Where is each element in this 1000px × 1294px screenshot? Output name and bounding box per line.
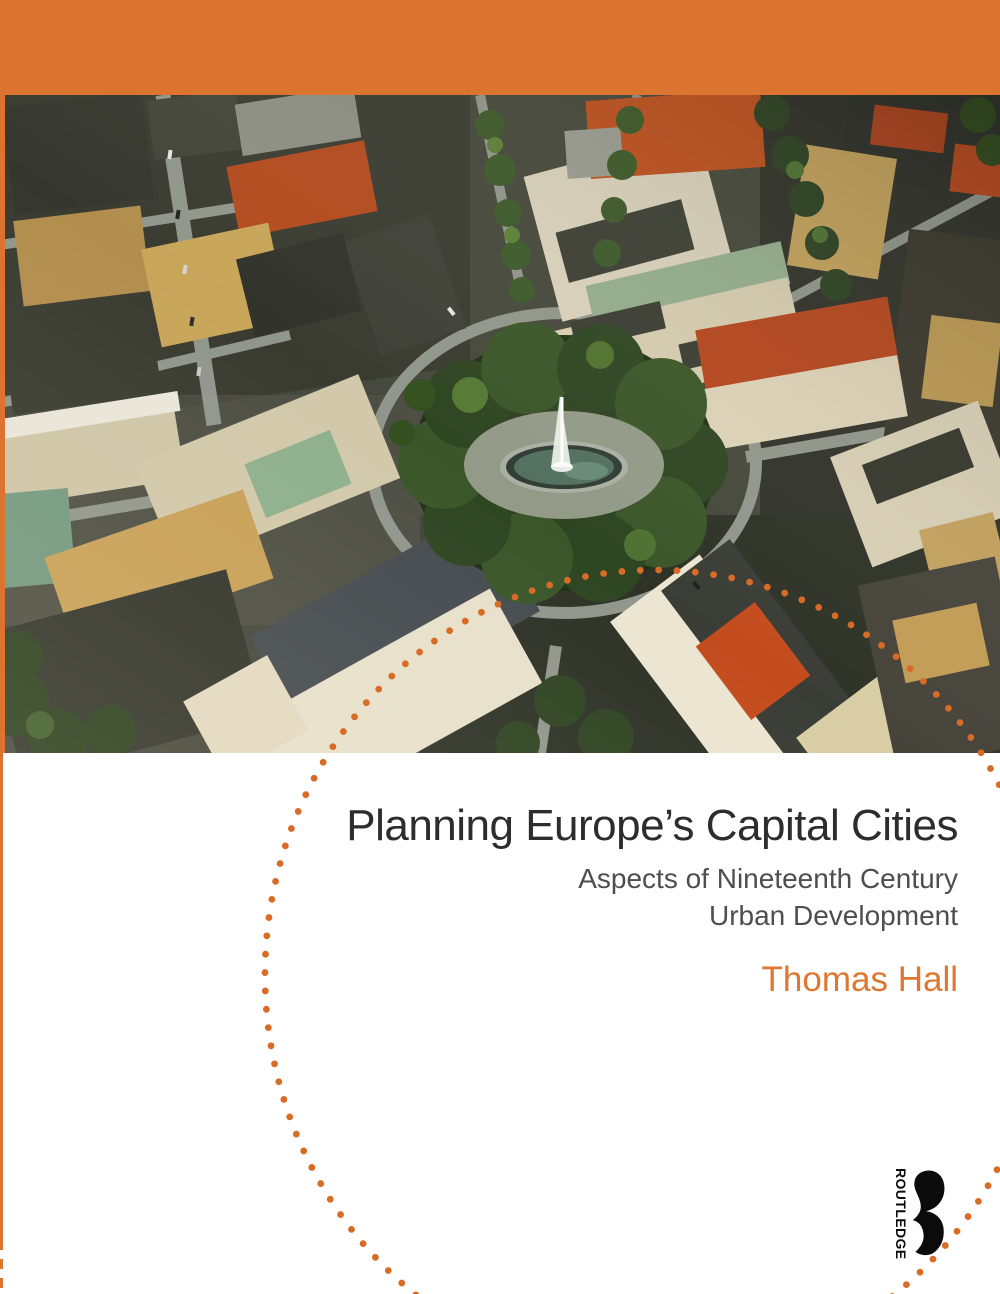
author-name: Thomas Hall (761, 960, 958, 999)
publisher-name: ROUTLEDGE (893, 1168, 909, 1260)
aerial-photo (0, 95, 1000, 753)
book-subtitle (0, 860, 958, 934)
routledge-r-icon (910, 1164, 946, 1262)
title-block (0, 800, 958, 1000)
subtitle-line-2: Urban Development (708, 900, 958, 931)
aerial-photo-graphic (0, 95, 1000, 753)
book-title: Planning Europe’s Capital Cities (346, 801, 958, 850)
photo-left-accent-strip (0, 95, 5, 753)
subtitle-line-1: Aspects of Nineteenth Century (578, 863, 958, 894)
left-accent-line-dashes (0, 1240, 3, 1294)
top-accent-bar (0, 0, 1000, 95)
